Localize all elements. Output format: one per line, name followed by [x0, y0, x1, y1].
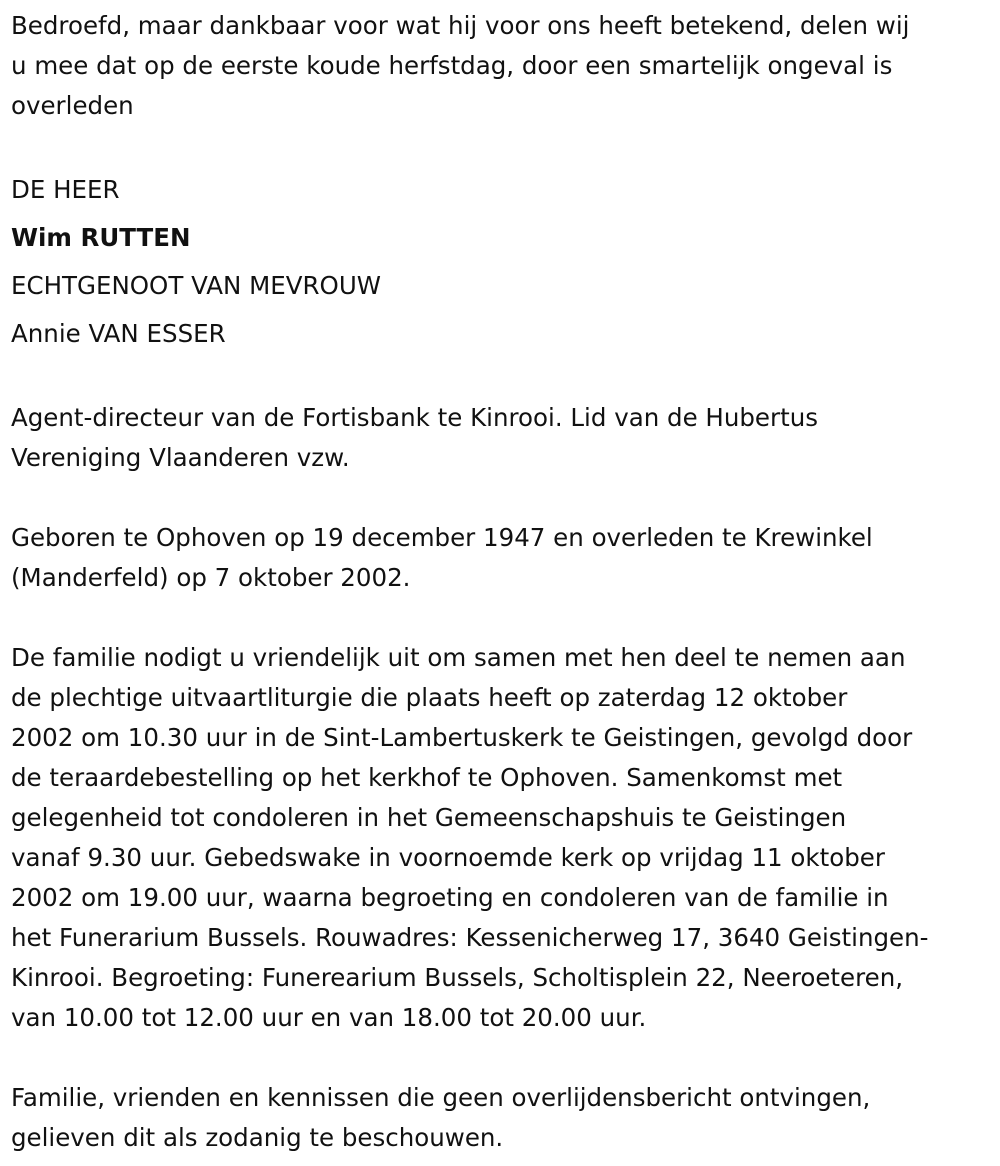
funeral-line: 2002 om 10.30 uur in de Sint-Lambertuskerk te Geistingen, gevolgd door: [11, 723, 913, 752]
intro-line: Bedroefd, maar dankbaar voor wat hij voor ons heeft betekend, delen wij: [11, 11, 910, 40]
closing-line: Familie, vrienden en kennissen die geen overlijdensbericht ontvingen,: [11, 1083, 871, 1112]
closing-paragraph: [11, 1078, 1000, 1158]
birth-death-line: (Manderfeld) op 7 oktober 2002.: [11, 563, 411, 592]
occupation-line: Agent-directeur van de Fortisbank te Kinrooi. Lid van de Hubertus: [11, 403, 818, 432]
funeral-line: vanaf 9.30 uur. Gebedswake in voornoemde kerk op vrijdag 11 oktober: [11, 843, 885, 872]
funeral-line: de plechtige uitvaartliturgie die plaats heeft op zaterdag 12 oktober: [11, 683, 848, 712]
funeral-line: de teraardebestelling op het kerkhof te Ophoven. Samenkomst met: [11, 763, 843, 792]
intro-line: overleden: [11, 91, 134, 120]
funeral-line: 2002 om 19.00 uur, waarna begroeting en condoleren van de familie in: [11, 883, 889, 912]
birth-death-paragraph: [11, 518, 1000, 598]
deceased-name: Wim RUTTEN: [11, 223, 191, 252]
occupation-paragraph: [11, 398, 1000, 478]
intro-paragraph: [11, 6, 1000, 126]
closing-line: gelieven dit als zodanig te beschouwen.: [11, 1123, 504, 1152]
occupation-line: Vereniging Vlaanderen vzw.: [11, 443, 350, 472]
birth-death-line: Geboren te Ophoven op 19 december 1947 en overleden te Krewinkel: [11, 523, 873, 552]
relation-label: ECHTGENOOT VAN MEVROUW: [11, 271, 382, 300]
funeral-line: gelegenheid tot condoleren in het Gemeenschapshuis te Geistingen: [11, 803, 847, 832]
spouse-name: Annie VAN ESSER: [11, 319, 226, 348]
deceased-header: [11, 166, 1000, 358]
funeral-line: het Funerarium Bussels. Rouwadres: Kessenicherweg 17, 3640 Geistingen-: [11, 923, 929, 952]
funeral-paragraph: [11, 638, 1000, 1038]
funeral-line: De familie nodigt u vriendelijk uit om samen met hen deel te nemen aan: [11, 643, 906, 672]
funeral-line: Kinrooi. Begroeting: Funerearium Bussels, Scholtisplein 22, Neeroeteren,: [11, 963, 904, 992]
title-prefix: DE HEER: [11, 175, 120, 204]
intro-line: u mee dat op de eerste koude herfstdag, door een smartelijk ongeval is: [11, 51, 893, 80]
funeral-line: van 10.00 tot 12.00 uur en van 18.00 tot 20.00 uur.: [11, 1003, 647, 1032]
